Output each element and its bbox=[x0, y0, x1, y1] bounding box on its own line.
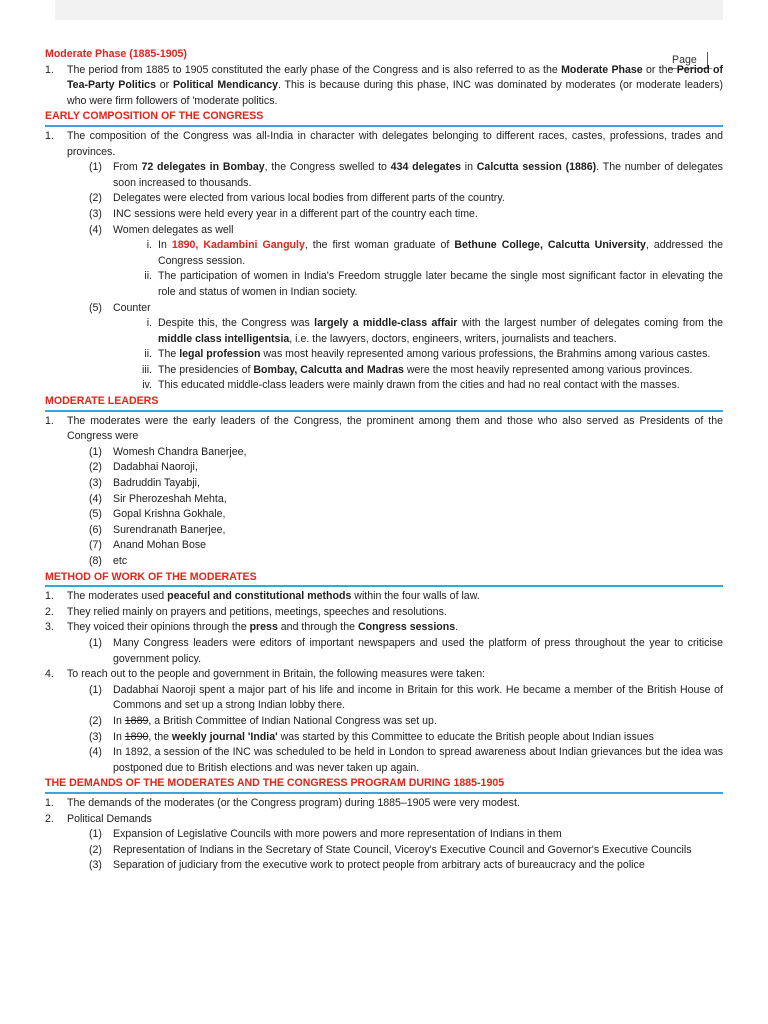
paragraph: 4. To reach out to the people and government in Britain, the following measures were taken: bbox=[45, 668, 486, 681]
section-divider bbox=[45, 125, 723, 127]
top-toolbar-strip bbox=[55, 0, 723, 20]
section-heading-moderate-phase: Moderate Phase (1885-1905) bbox=[45, 48, 187, 60]
paragraph: 1. The composition of the Congress was all-India in character with delegates belonging to different races, castes, professions, trades and provinces. bbox=[45, 129, 723, 158]
section-divider bbox=[45, 585, 723, 587]
sub-list-item: i. In 1890, Kadambini Ganguly, the first woman graduate of Bethune College, Calcutta University, addressed the Congress session. bbox=[146, 239, 724, 267]
sub-list-item: ii. The legal profession was most heavily represented among various professions, the Brahmins among various castes. bbox=[144, 348, 711, 361]
list-item: (4) Sir Pherozeshah Mehta, bbox=[89, 492, 227, 505]
document-body bbox=[45, 47, 723, 874]
sub-list-item: ii. The participation of women in India's Freedom struggle later became the single most significant factor in elevating the role and status of women in Indian society. bbox=[144, 270, 723, 298]
list-item: (4) In 1892, a session of the INC was scheduled to be held in London to spread awareness about Indian grievances but the idea was postponed due to British elections and was never taken up again. bbox=[89, 746, 723, 774]
section-divider bbox=[45, 410, 723, 412]
section-divider bbox=[45, 792, 723, 794]
list-item: (2) Representation of Indians in the Secretary of State Council, Viceroy's Executive Council and Governor's Executive Councils bbox=[89, 843, 692, 856]
list-item: (2) Delegates were elected from various local bodies from different parts of the country. bbox=[89, 192, 505, 205]
sub-list-item: iii. The presidencies of Bombay, Calcutta and Madras were the most heavily represented among various provinces. bbox=[141, 363, 693, 376]
list-item: (1) Womesh Chandra Banerjee, bbox=[89, 445, 247, 458]
list-item: (1) Expansion of Legislative Councils with more powers and more representation of Indians in them bbox=[89, 828, 562, 841]
section-heading-method-of-work: METHOD OF WORK OF THE MODERATES bbox=[45, 570, 257, 583]
list-item: (3) Separation of judiciary from the executive work to protect people from arbitrary acts of bureaucracy and the police bbox=[89, 859, 645, 872]
list-item: (1) Many Congress leaders were editors of important newspapers and used the platform of press throughout the year to criticise government policy. bbox=[89, 636, 723, 665]
paragraph: 1. The moderates were the early leaders of the Congress, the prominent among them and those who also served as Presidents of the Congress were bbox=[45, 414, 723, 443]
list-item: (8) etc bbox=[89, 555, 128, 567]
section-heading-demands: THE DEMANDS OF THE MODERATES AND THE CONGRESS PROGRAM DURING 1885-1905 bbox=[45, 777, 505, 790]
sub-list-item: i. Despite this, the Congress was largely a middle-class affair with the largest number of delegates coming from the middle class intelligentsia, i.e. the lawyers, doctors, engineers, writers, journalists and teachers. bbox=[146, 317, 723, 345]
list-item: (1) From 72 delegates in Bombay, the Congress swelled to 434 delegates in Calcutta session (1886). The number of delegates soon increased to thousands. bbox=[89, 161, 723, 189]
list-item: (7) Anand Mohan Bose bbox=[89, 539, 207, 552]
paragraph: 2. Political Demands bbox=[45, 812, 152, 825]
list-item: (3) INC sessions were held every year in a different part of the country each time. bbox=[89, 207, 478, 220]
paragraph: 2. They relied mainly on prayers and petitions, meetings, speeches and resolutions. bbox=[45, 605, 447, 618]
list-item: (3) Badruddin Tayabji, bbox=[89, 477, 200, 490]
paragraph: 1. The period from 1885 to 1905 constituted the early phase of the Congress and is also referred to as the Moderate Phase or the Period of Tea-Party Politics or Political Mendicancy. This is because during this phase, INC was dominated by moderates (or moderate leaders) who were firm followers of 'moderate politics. bbox=[45, 63, 723, 107]
list-item: (3) In 1890, the weekly journal 'India' was started by this Committee to educate the British people about Indian issues bbox=[89, 730, 654, 743]
paragraph: 1. The moderates used peaceful and constitutional methods within the four walls of law. bbox=[45, 590, 480, 603]
list-item: (5) Gopal Krishna Gokhale, bbox=[89, 508, 226, 521]
list-item: (2) In 1889, a British Committee of Indian National Congress was set up. bbox=[89, 714, 437, 727]
list-item: (4) Women delegates as well bbox=[89, 223, 234, 236]
page-label: Page bbox=[672, 54, 697, 66]
section-heading-moderate-leaders: MODERATE LEADERS bbox=[45, 395, 159, 408]
list-item: (1) Dadabhai Naoroji spent a major part of his life and income in Britain for this work. He became a member of the British House of Commons and set up a strong Indian lobby there. bbox=[89, 683, 723, 712]
paragraph: 3. They voiced their opinions through the press and through the Congress sessions. bbox=[45, 621, 459, 634]
sub-list-item: iv. This educated middle-class leaders were mainly drawn from the cities and had no real contact with the masses. bbox=[142, 379, 680, 392]
paragraph: 1. The demands of the moderates (or the Congress program) during 1885–1905 were very modest. bbox=[45, 796, 520, 809]
list-item: (5) Counter bbox=[89, 301, 151, 314]
section-heading-early-composition: EARLY COMPOSITION OF THE CONGRESS bbox=[45, 110, 264, 123]
list-item: (2) Dadabhai Naoroji, bbox=[89, 461, 198, 474]
list-item: (6) Surendranath Banerjee, bbox=[89, 523, 226, 536]
